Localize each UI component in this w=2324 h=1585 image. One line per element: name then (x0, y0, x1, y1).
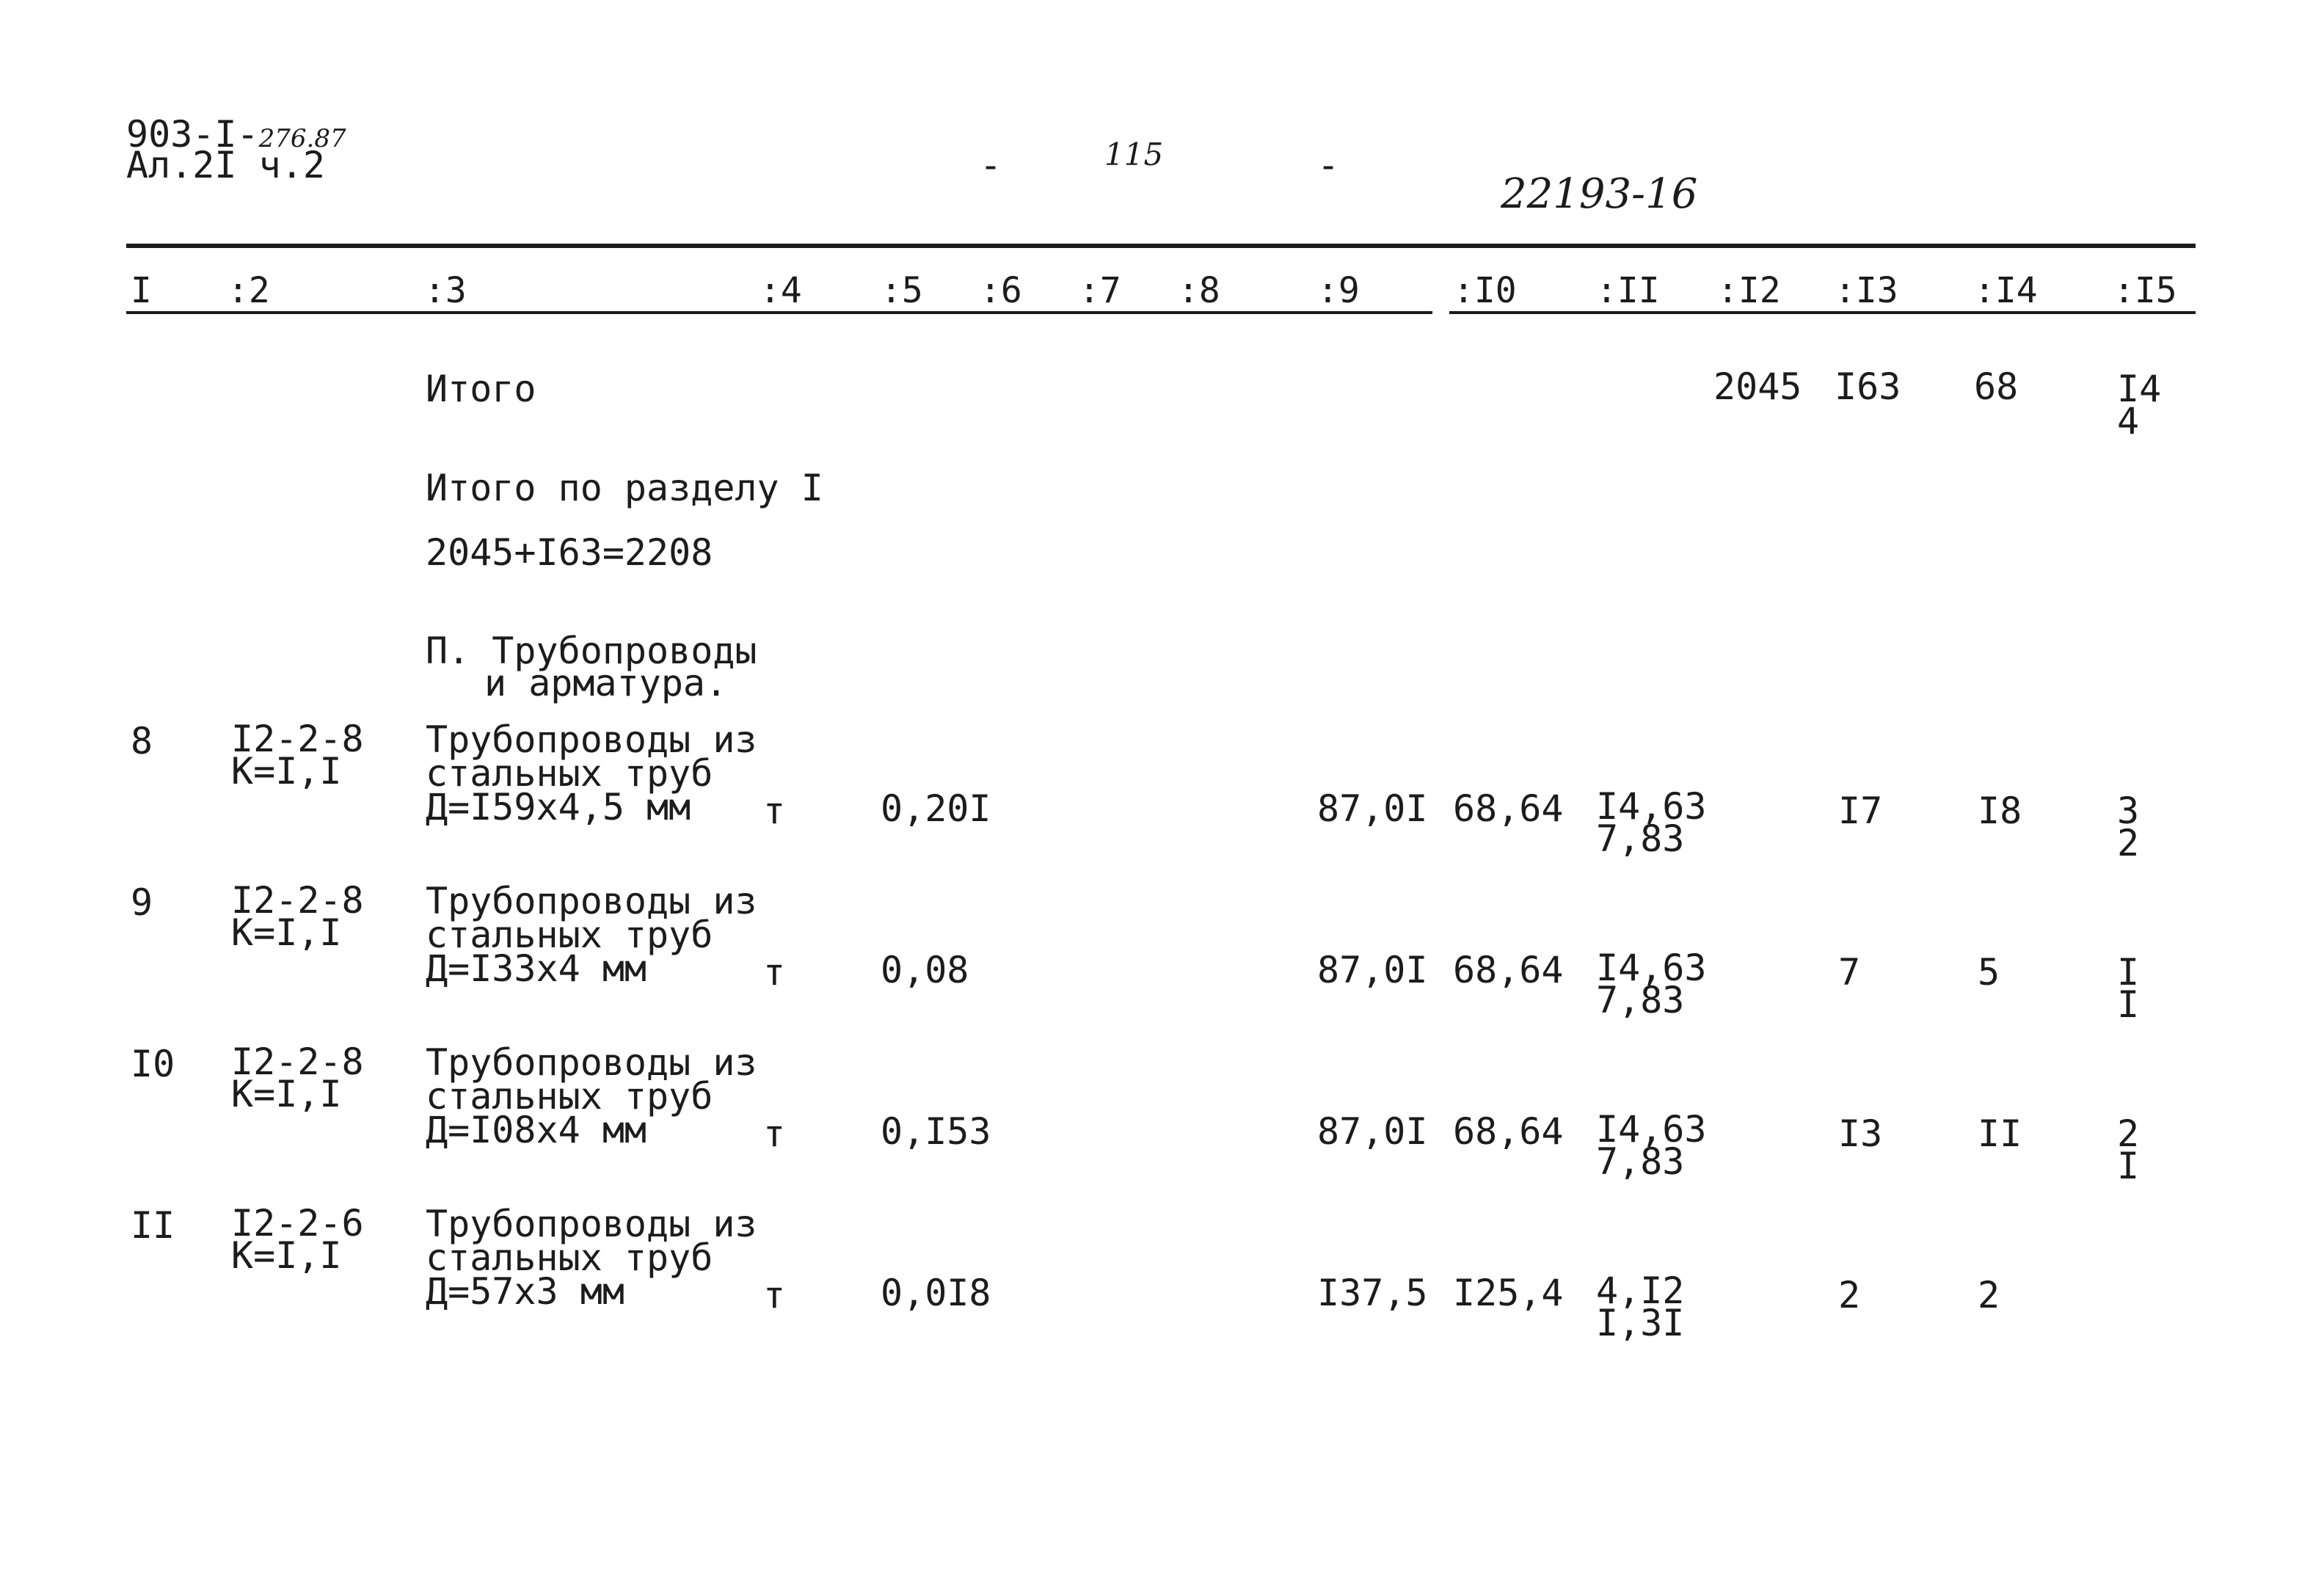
reference-number: 22193-16 (1501, 170, 1698, 218)
row-description (426, 880, 757, 990)
row-description-line3: Д=I08x4 мм (426, 1109, 647, 1151)
column-header-8: :8 (1178, 270, 1220, 311)
row-col10: 68,64 (1453, 949, 1564, 991)
row-number: II (131, 1204, 175, 1247)
row-col9: I37,5 (1317, 1272, 1428, 1314)
row-quantity: 0,0I8 (881, 1272, 991, 1314)
column-header-11: :II (1596, 270, 1660, 311)
row-col9: 87,0I (1317, 1110, 1428, 1153)
row-col11 (1596, 947, 1707, 1021)
row-code (231, 1041, 364, 1115)
header-underline-left (126, 311, 1432, 314)
row-code (231, 718, 364, 792)
totals-col15 (2117, 368, 2162, 442)
row-col15-bottom: 2 (2117, 822, 2140, 864)
row-col14: I8 (1978, 790, 2022, 832)
row-col9: 87,0I (1317, 949, 1428, 991)
row-quantity: 0,08 (881, 949, 969, 991)
row-description-line2: стальных труб (426, 1075, 713, 1118)
row-col15 (2117, 790, 2140, 864)
column-header-7: :7 (1079, 270, 1121, 311)
row-col11 (1596, 1108, 1707, 1183)
row-col10: I25,4 (1453, 1272, 1564, 1314)
document-code-handwritten: 276.87 (258, 124, 346, 153)
row-col14: 2 (1978, 1274, 2000, 1316)
row-col10: 68,64 (1453, 787, 1564, 830)
row-description-line2: стальных труб (426, 752, 713, 795)
row-col9: 87,0I (1317, 787, 1428, 830)
row-col11-bottom: 7,83 (1596, 1140, 1685, 1183)
table-top-rule (126, 244, 2196, 248)
row-code (231, 879, 364, 954)
row-col15 (2117, 1112, 2140, 1187)
section-total-formula: 2045+I63=2208 (426, 531, 713, 574)
column-header-15: :I5 (2113, 270, 2177, 311)
column-header-1: I (131, 270, 152, 311)
column-header-10: :I0 (1453, 270, 1517, 311)
row-col15-top: 3 (2117, 790, 2140, 832)
row-code-rate: I2-2-8 (231, 1041, 364, 1083)
row-code-coefficient: К=I,I (231, 1234, 342, 1277)
row-unit: т (763, 1274, 786, 1316)
row-col11-bottom: 7,83 (1596, 817, 1685, 860)
album-label: Ал.2I ч.2 (126, 144, 325, 186)
row-unit: т (763, 790, 786, 832)
row-description-line1: Трубопроводы из (426, 1041, 757, 1084)
row-code-rate: I2-2-8 (231, 879, 364, 922)
row-col14: II (1978, 1112, 2022, 1155)
row-description-line3: Д=I33x4 мм (426, 947, 647, 990)
row-col14: 5 (1978, 951, 2000, 994)
row-col15 (2117, 951, 2140, 1026)
row-number: 8 (131, 720, 153, 762)
row-number: 9 (131, 881, 153, 924)
row-description-line3: Д=I59x4,5 мм (426, 786, 691, 828)
row-col11-top: I4,63 (1596, 1108, 1707, 1151)
row-description-line1: Трубопроводы из (426, 880, 757, 922)
totals-col12: 2045 (1713, 365, 1802, 408)
row-col11-bottom: I,3I (1596, 1302, 1685, 1344)
header-underline-right (1449, 311, 2196, 314)
row-col15-bottom: I (2117, 983, 2140, 1026)
row-code (231, 1202, 364, 1277)
row-unit: т (763, 951, 786, 994)
row-description-line1: Трубопроводы из (426, 718, 757, 761)
column-header-12: :I2 (1717, 270, 1781, 311)
column-header-13: :I3 (1835, 270, 1898, 311)
row-col13: I7 (1838, 790, 1883, 832)
row-code-coefficient: К=I,I (231, 911, 342, 954)
row-description-line1: Трубопроводы из (426, 1203, 757, 1245)
row-col11 (1596, 785, 1707, 860)
document-code-printed: 903-I- (126, 113, 259, 156)
totals-col15-top: I4 (2117, 368, 2162, 410)
row-description (426, 1203, 757, 1313)
row-col11 (1596, 1269, 1685, 1344)
row-col13: 2 (1838, 1274, 1861, 1316)
totals-col14: 68 (1974, 365, 2019, 408)
column-header-5: :5 (881, 270, 923, 311)
row-col11-top: 4,I2 (1596, 1269, 1685, 1312)
row-col15-top: 2 (2117, 1112, 2140, 1155)
column-header-2: :2 (227, 270, 270, 311)
row-col11-top: I4,63 (1596, 785, 1707, 828)
row-col13: I3 (1838, 1112, 1883, 1155)
totals-label: Итого (426, 368, 536, 410)
row-code-coefficient: К=I,I (231, 750, 342, 792)
row-col11-bottom: 7,83 (1596, 979, 1685, 1021)
row-number: I0 (131, 1043, 175, 1085)
row-col13: 7 (1838, 951, 1861, 994)
row-col15-top: I (2117, 951, 2140, 994)
column-header-14: :I4 (1974, 270, 2038, 311)
row-description-line2: стальных труб (426, 914, 713, 956)
row-col10: 68,64 (1453, 1110, 1564, 1153)
row-col15-bottom: I (2117, 1145, 2140, 1187)
row-description (426, 1041, 757, 1151)
page-number: 115 (1104, 136, 1164, 172)
header-dash-right: - (1317, 144, 1340, 186)
column-header-4: :4 (760, 270, 802, 311)
row-code-coefficient: К=I,I (231, 1073, 342, 1115)
row-quantity: 0,I53 (881, 1110, 991, 1153)
totals-col13: I63 (1835, 365, 1901, 408)
row-description-line2: стальных труб (426, 1236, 713, 1279)
column-header-3: :3 (424, 270, 467, 311)
column-header-9: :9 (1317, 270, 1360, 311)
row-code-rate: I2-2-8 (231, 718, 364, 760)
row-unit: т (763, 1112, 786, 1155)
row-description (426, 718, 757, 828)
totals-col15-bottom: 4 (2117, 400, 2140, 442)
row-col11-top: I4,63 (1596, 947, 1707, 989)
row-code-rate: I2-2-6 (231, 1202, 364, 1245)
section-heading-line2: и арматура. (484, 662, 728, 704)
header-dash-left: - (980, 144, 1002, 186)
section-total-label: Итого по разделу I (426, 467, 823, 509)
column-header-6: :6 (980, 270, 1022, 311)
row-quantity: 0,20I (881, 787, 991, 830)
row-description-line3: Д=57x3 мм (426, 1270, 624, 1313)
section-heading-line1: П. Трубопроводы (426, 630, 757, 672)
